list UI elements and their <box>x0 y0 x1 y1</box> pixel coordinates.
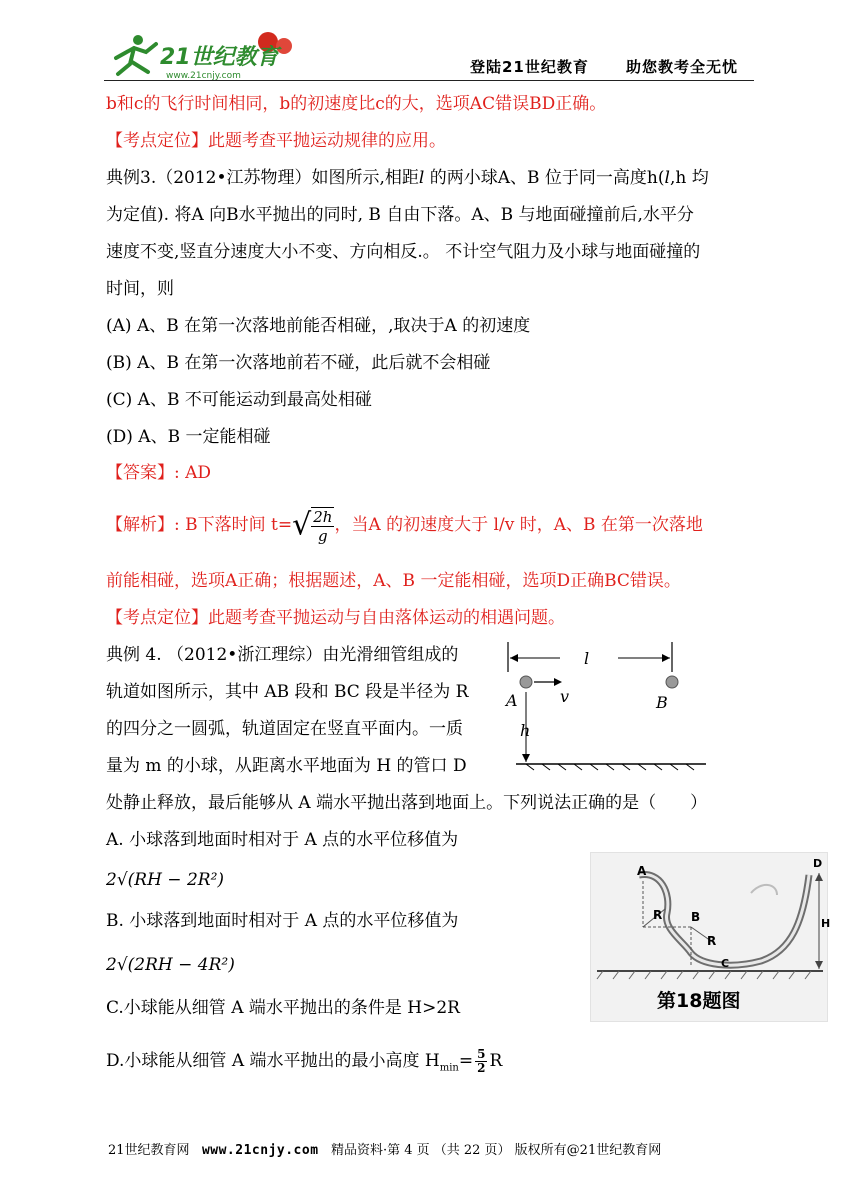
example4-option-d: D.小球能从细管 A 端水平抛出的最小高度 $H_{min}=$ $\frac{5}{2}$ R <box>106 1047 503 1075</box>
svg-text:h: h <box>520 721 531 740</box>
example4-option-b-formula: 2√(2RH − 4R²) <box>106 955 235 975</box>
svg-text:C: C <box>721 957 730 970</box>
logo-text: 21世纪教育 <box>160 45 279 70</box>
svg-text:B: B <box>656 693 668 712</box>
example3-line2: 为定值). 将A 向B水平抛出的同时, B 自由下落。A、B 与地面碰撞前后,水平分 <box>106 205 694 225</box>
svg-text:A: A <box>637 864 647 878</box>
svg-text:H: H <box>821 917 831 930</box>
analysis-line1: 【解析】: B下落时间 t=√ $\frac{2h}{g}$ ，当A 的初速度大于 l/v 时，A、B 在第一次落地 <box>106 505 703 546</box>
example3-option-c: (C) A、B 不可能运动到最高处相碰 <box>106 390 372 410</box>
example3-option-b: (B) A、B 在第一次落地前若不碰，此后就不会相碰 <box>106 353 491 373</box>
example4-option-b: B. 小球落到地面时相对于 A 点的水平位移值为 <box>106 911 459 931</box>
example4-line3: 的四分之一圆弧，轨道固定在竖直平面内。一质 <box>106 719 463 739</box>
figure-example3 <box>500 642 710 772</box>
svg-text:R: R <box>653 908 663 922</box>
example4-line2: 轨道如图所示，其中 AB 段和 BC 段是半径为 R <box>106 682 469 702</box>
example3-option-a: (A) A、B 在第一次落地前能否相碰，,取决于A 的初速度 <box>106 316 531 336</box>
svg-text:D: D <box>813 857 823 870</box>
kaodian-2: 【考点定位】此题考查平抛运动与自由落体运动的相遇问题。 <box>106 608 565 628</box>
ball-b <box>666 676 678 688</box>
length-label: l <box>584 649 590 668</box>
example3-line1: 典例3.（2012•江苏物理）如图所示,相距l 的两小球A、B 位于同一高度h(l,h 均 <box>106 168 709 188</box>
analysis-line2: 前能相碰，选项A正确；根据题述，A、B 一定能相碰，选项D正确BC错误。 <box>106 571 681 591</box>
example3-line3: 速度不变,竖直分速度大小不变、方向相反.。 不计空气阻力及小球与地面碰撞的 <box>106 242 701 262</box>
prev-answer-line: b和c的飞行时间相同，b的初速度比c的大，选项AC错误BD正确。 <box>106 94 607 114</box>
kaodian-1: 【考点定位】此题考查平抛运动规律的应用。 <box>106 131 446 151</box>
header-slogan-right: 助您教考全无忧 <box>626 58 739 76</box>
example4-line4: 量为 m 的小球，从距离水平地面为 H 的管口 D <box>106 756 467 776</box>
site-logo <box>108 28 308 84</box>
figure-example4 <box>590 852 831 1022</box>
figure-caption: 第18题图 <box>657 990 741 1012</box>
svg-text:B: B <box>691 910 701 924</box>
runner-icon <box>116 35 156 74</box>
sqrt-fraction: √ $\frac{2h}{g}$ <box>292 507 333 545</box>
example4-line5: 处静止释放，最后能够从 A 端水平抛出落到地面上。下列说法正确的是（ ） <box>106 793 708 813</box>
header-divider <box>104 80 754 81</box>
footer-site: 21世纪教育网 <box>108 1143 190 1158</box>
svg-text:v: v <box>560 687 570 706</box>
logo-url: www.21cnjy.com <box>166 71 241 81</box>
answer-line: 【答案】: AD <box>106 463 212 483</box>
example3-option-d: (D) A、B 一定能相碰 <box>106 427 271 447</box>
svg-text:R: R <box>707 934 717 948</box>
ball-a <box>520 676 532 688</box>
footer-page: 精品资料·第 4 页 （共 22 页） 版权所有@21世纪教育网 <box>330 1143 662 1158</box>
svg-text:A: A <box>506 691 518 710</box>
example4-option-c: C.小球能从细管 A 端水平抛出的条件是 H>2R <box>106 998 460 1018</box>
footer <box>108 1139 661 1158</box>
example3-line4: 时间，则 <box>106 279 174 299</box>
footer-url[interactable]: www.21cnjy.com <box>201 1143 319 1158</box>
example4-option-a: A. 小球落到地面时相对于 A 点的水平位移值为 <box>106 830 459 850</box>
example4-line1: 典例 4. （2012•浙江理综）由光滑细管组成的 <box>106 645 459 665</box>
example4-option-a-formula: 2√(RH − 2R²) <box>106 870 225 890</box>
header-slogan-left: 登陆21世纪教育 <box>470 58 589 76</box>
